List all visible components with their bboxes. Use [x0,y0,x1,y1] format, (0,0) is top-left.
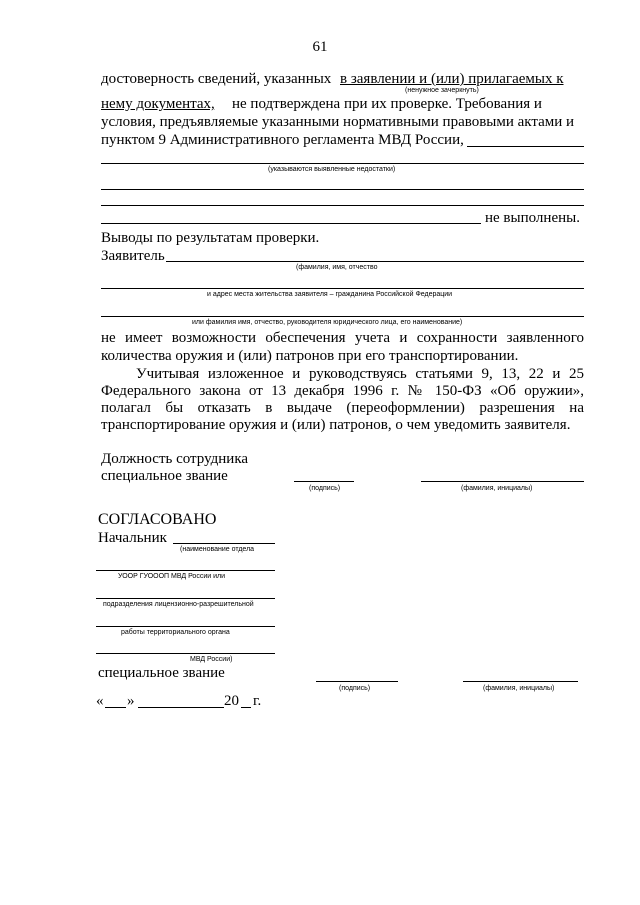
signature-line [316,681,398,682]
p3-line3: полагал бы отказать в выдаче (переоформлении) разрешения на [101,400,584,416]
fill-line [166,261,584,262]
conclusions-heading: Выводы по результатам проверки. [101,230,320,246]
approval-head: Начальник [98,530,167,546]
page-number: 61 [312,39,328,55]
p3-line2: Федерального закона от 13 декабря 1996 г. № 150-ФЗ «Об оружии», [101,383,584,399]
fill-line [101,288,584,289]
fill-line [101,205,584,206]
p1-line4: пунктом 9 Административного регламента МВД России, [101,132,464,148]
fill-line [101,163,584,164]
officer-rank: специальное звание [101,468,228,484]
p1-line2-underlined: нему документах, [101,96,215,112]
name-line [421,481,584,482]
approval-caption-3: подразделения лицензионно-разрешительной [103,601,254,608]
year-line [241,707,251,708]
fill-line [101,223,481,224]
signature-caption: (подпись) [309,485,341,492]
year-prefix: 20 [224,693,239,709]
applicant-label: Заявитель [101,248,165,264]
name-line [463,681,578,682]
p2-line1: не имеет возможности обеспечения учета и сохранности заявленного [101,330,584,346]
approval-caption-2: УООР ГУОООП МВД России или [118,573,225,580]
p1-line1-underlined: в заявлении и (или) прилагаемых к [340,71,564,87]
approval-caption-5: МВД России) [190,656,233,663]
approval-signature-caption: (подпись) [339,685,371,692]
caption-address: и адрес места жительства заявителя – гражданина Российской Федерации [207,291,453,298]
day-line [105,707,126,708]
approval-name-caption: (фамилия, инициалы) [483,685,555,692]
fill-line [96,626,275,627]
date-open-quote: « [96,693,104,709]
p1-line3: условия, предъявляемые указанными нормативными правовыми актами и [101,114,575,130]
strike-note: (ненужное зачеркнуть) [405,87,479,94]
p3-line1: Учитывая изложенное и руководствуясь статьями 9, 13, 22 и 25 [136,366,584,382]
caption-fio: (фамилия, имя, отчество [296,264,378,271]
approval-caption-4: работы территориального органа [121,629,230,636]
fill-line [96,570,275,571]
approval-caption-1: (наименование отдела [180,546,255,553]
fill-line [96,653,275,654]
fill-line [101,189,584,190]
p3-line4: транспортирование оружия и (или) патронов, о чем уведомить заявителя. [101,417,571,433]
approval-title: СОГЛАСОВАНО [98,511,217,528]
fill-line [96,598,275,599]
name-caption: (фамилия, инициалы) [461,485,533,492]
fill-line [101,316,584,317]
signature-line [294,481,354,482]
not-fulfilled: не выполнены. [485,210,580,226]
date-close-quote: » [127,693,135,709]
p1-line1-lead: достоверность сведений, указанных [101,71,332,87]
month-line [138,707,224,708]
officer-position: Должность сотрудника [101,451,249,467]
p1-line2-rest: не подтверждена при их проверке. Требования и [232,96,542,112]
fill-line [467,146,584,147]
p2-line2: количества оружия и (или) патронов при его транспортировании. [101,348,519,364]
year-suffix: г. [253,693,262,709]
caption-org: или фамилия имя, отчество, руководителя юридического лица, его наименование) [192,319,463,326]
deficiencies-caption: (указываются выявленные недостатки) [268,166,396,173]
fill-line [173,543,275,544]
approval-rank: специальное звание [98,665,225,681]
